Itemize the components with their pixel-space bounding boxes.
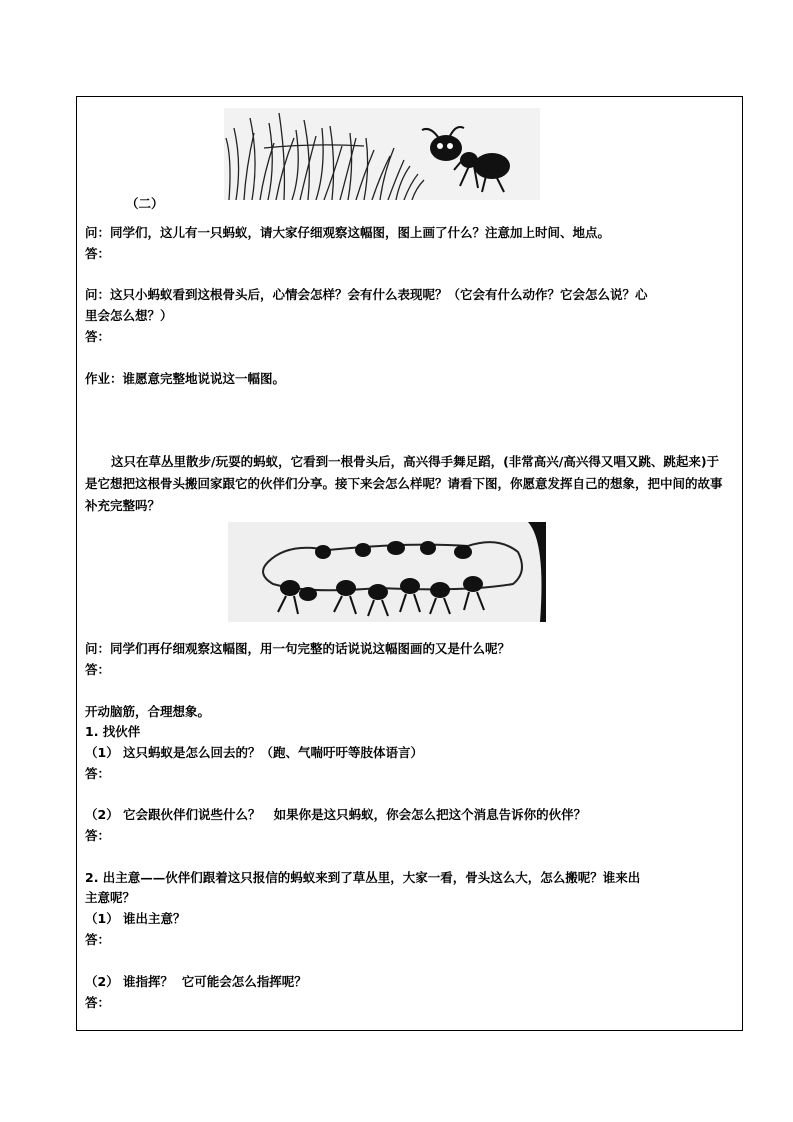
answer-2: 答：: [85, 329, 111, 344]
question-2-line-1: 问：这只小蚂蚁看到这根骨头后，心情会怎样？会有什么表现呢？（它会有什么动作？它会怎么说？心: [85, 287, 648, 302]
section-label: （二）: [126, 196, 164, 211]
ants-carrying-image: [228, 522, 546, 622]
story-paragraph: 这只在草丛里散步/玩耍的蚂蚁，它看到一根骨头后，高兴得手舞足蹈，(非常高兴/高兴得又唱又跳、跳起来)于是它想把这根骨头搬回家跟它的伙伴们分享。接下来会怎么样呢？请看下图，你愿意发挥自己的想象，把中间的故事补充完整吗？: [85, 454, 723, 513]
answer-3: 答：: [85, 662, 111, 677]
section-2-question-1: （1） 谁出主意？: [85, 911, 186, 926]
section-2-question-2: （2） 谁指挥？ 它可能会怎么指挥呢？: [85, 974, 307, 989]
section-2-answer-2: 答：: [85, 995, 111, 1010]
section-1-question-2: （2） 它会跟伙伴们说些什么？ 如果你是这只蚂蚁，你会怎么把这个消息告诉你的伙伴？: [85, 807, 587, 822]
ant-grass-drawing: [224, 108, 540, 200]
question-3: 问：同学们再仔细观察这幅图，用一句完整的话说说这幅图画的又是什么呢？: [85, 641, 511, 656]
section-1-answer-2: 答：: [85, 828, 111, 843]
question-2-line-2: 里会怎么想？）: [85, 308, 173, 323]
section-1-question-1: （1） 这只蚂蚁是怎么回去的？（跑、气喘吁吁等肢体语言）: [85, 745, 424, 760]
imagine-heading: 开动脑筋，合理想象。: [85, 704, 211, 719]
question-1: 问：同学们，这儿有一只蚂蚁，请大家仔细观察这幅图，图上画了什么？注意加上时间、地点。: [85, 225, 611, 240]
section-1-title: 1. 找伙伴: [85, 724, 141, 739]
ants-carrying-drawing: [228, 522, 546, 622]
section-2-title-line-1: 2. 出主意——伙伴们跟着这只报信的蚂蚁来到了草丛里，大家一看，骨头这么大，怎么搬呢？谁来出: [85, 870, 641, 885]
homework: 作业：谁愿意完整地说说这一幅图。: [85, 371, 286, 386]
section-2-answer-1: 答：: [85, 932, 111, 947]
section-1-answer-1: 答：: [85, 766, 111, 781]
ant-grass-image: [224, 108, 540, 200]
section-2-title-line-2: 主意呢？: [85, 890, 136, 905]
answer-1: 答：: [85, 246, 111, 261]
